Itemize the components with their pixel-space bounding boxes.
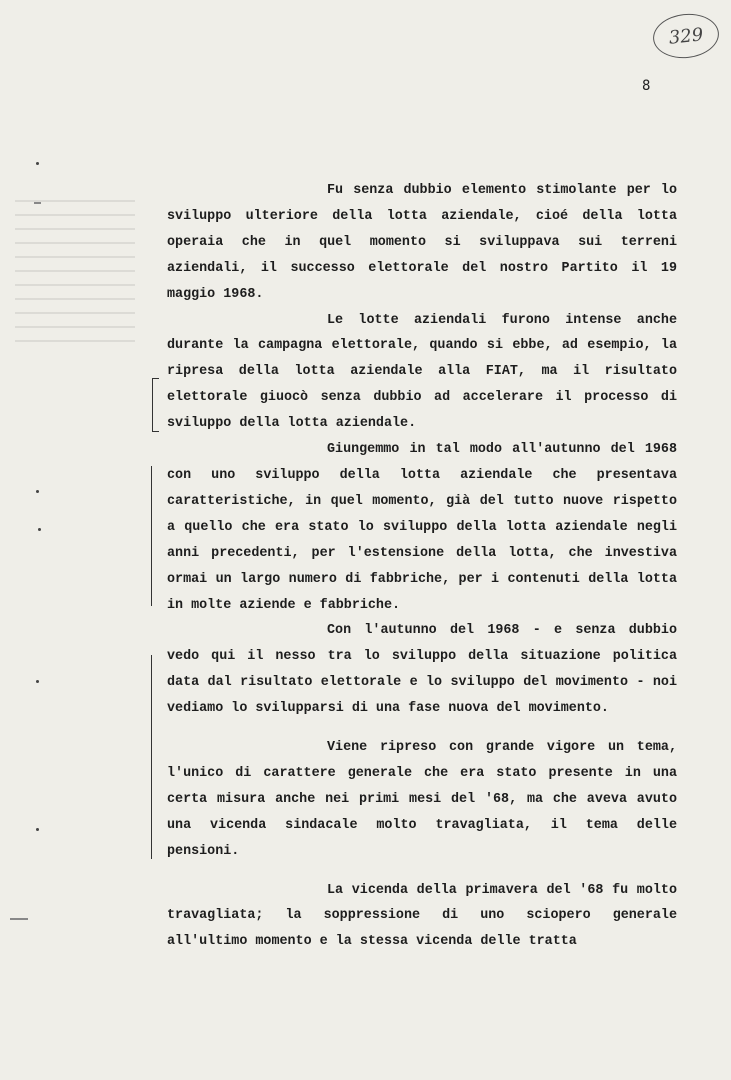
margin-dot xyxy=(36,162,39,165)
paragraph: Viene ripreso con grande vigore un tema, l'unico di carattere generale che era stato presente in una certa misura anche nei primi mesi del '68, ma che aveva avuto una vicenda sindacale molto travagliata, il tema delle pensioni. xyxy=(167,740,677,859)
margin-line xyxy=(151,655,152,859)
margin-bracket xyxy=(152,378,159,432)
margin-dot xyxy=(36,828,39,831)
paragraph: Con l'autunno del 1968 - e senza dubbio vedo qui il nesso tra lo sviluppo della situazione politica data dal risultato elettorale e lo sviluppo del movimento - noi vediamo lo svilupparsi di una fase nuova del movimento. xyxy=(167,623,677,717)
margin-dot xyxy=(36,680,39,683)
paragraph: Le lotte aziendali furono intense anche durante la campagna elettorale, quando si ebbe, ad esempio, la ripresa della lotta aziendale alla FIAT, ma il risultato elettorale giuocò senza dubbio ad accelerare il processo di sviluppo della lotta aziendale. xyxy=(167,312,677,432)
show-through-text xyxy=(15,200,135,350)
margin-dot xyxy=(36,490,39,493)
margin-dot xyxy=(38,528,41,531)
paragraph: Giungemmo in tal modo all'autunno del 1968 con uno sviluppo della lotta aziendale che presentava caratteristiche, in quel momento, già del tutto nuove rispetto a quello che era stato lo sviluppo della lotta aziendale negli anni precedenti, per l'estensione della lotta, che investiva ormai un largo numero di fabbriche, per i contenuti della lotta in molte aziende e fabbriche. xyxy=(167,442,677,613)
margin-dash xyxy=(10,918,28,920)
page-number: 8 xyxy=(642,78,651,94)
margin-dash xyxy=(34,202,41,204)
archive-mark: 329 xyxy=(667,23,705,49)
margin-line xyxy=(151,466,152,606)
archive-page-stamp xyxy=(651,11,721,62)
paragraph: La vicenda della primavera del '68 fu molto travagliata; la soppressione di uno sciopero generale all'ultimo momento e la stessa vicenda delle tratta xyxy=(167,882,677,950)
body-text xyxy=(167,178,677,955)
paragraph: Fu senza dubbio elemento stimolante per lo sviluppo ulteriore della lotta aziendale, cioé della lotta operaia che in quel momento si sviluppava sui terreni aziendali, il successo elettorale del nostro Partito il 19 maggio 1968. xyxy=(167,183,677,302)
